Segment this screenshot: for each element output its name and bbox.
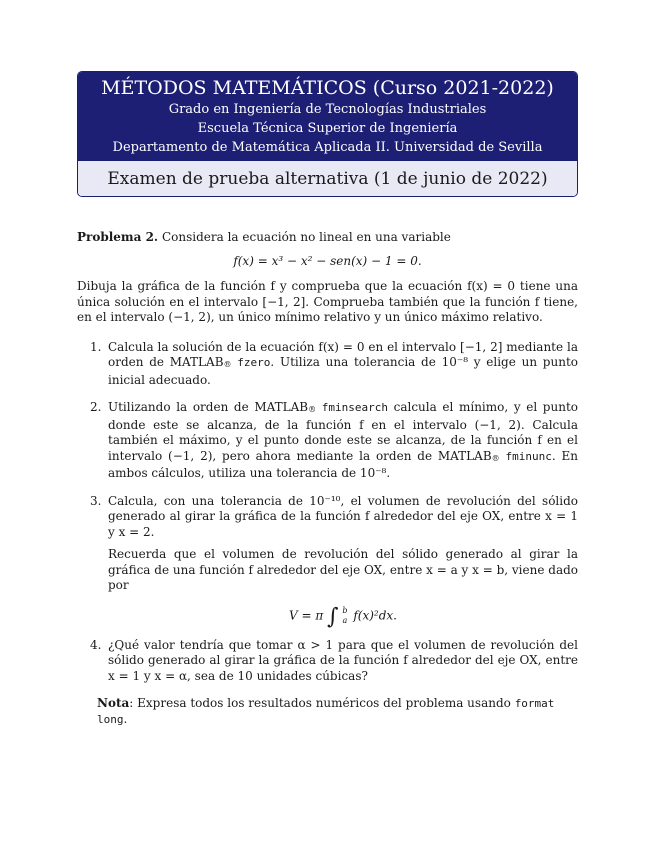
exam-header bbox=[77, 71, 578, 197]
problem-paragraph: Dibuja la gráfica de la función f y comprueba que la ecuación f(x) = 0 tiene una única solución en el intervalo [−1, 2]. Comprueba también que la función f tiene, en el intervalo (−1, 2), un único mínimo relativo y un único máximo relativo. bbox=[77, 279, 578, 324]
registered-mark: ® bbox=[308, 405, 317, 414]
item-text: . En ambos cálculos, utiliza una tolerancia de 10⁻⁸. bbox=[108, 448, 578, 480]
item-text: Utilizando la orden de MATLAB bbox=[108, 400, 309, 414]
note bbox=[97, 696, 578, 727]
problem-intro bbox=[77, 230, 578, 246]
upper-limit: b bbox=[342, 605, 348, 615]
item-text: ¿Qué valor tendría que tomar α > 1 para que el volumen de revolución del sólido generado al girar la gráfica de la función f alrededor del eje OX, entre x = 1 y x = α, sea de 10 unidades cúbicas? bbox=[108, 637, 578, 683]
formula-left: V = π bbox=[289, 608, 324, 622]
lower-limit: a bbox=[342, 615, 348, 625]
matlab-command: fzero bbox=[237, 356, 271, 369]
integral-sign: ∫ bbox=[327, 604, 339, 629]
item-text: calcula el mínimo, y el punto donde este se alcanza, de la función f en el intervalo (−1, 2). Calcula también el máximo, y el punto donde este se alcanza, de la función f en el intervalo (−1, 2), pero ahora mediante la orden de MATLAB bbox=[108, 400, 578, 463]
registered-mark: ® bbox=[491, 453, 500, 463]
problem-intro-text: Considera la ecuación no lineal en una variable bbox=[161, 230, 451, 244]
matlab-command: format long bbox=[97, 697, 555, 726]
main-equation: f(x) = x³ − x² − sen(x) − 1 = 0. bbox=[233, 253, 422, 268]
item-text: Calcula, con una tolerancia de 10⁻¹⁰, el volumen de revolución del sólido generado al girar la gráfica de la función f alrededor del eje OX, entre x = 1 y x = 2. bbox=[108, 493, 578, 539]
item-number: 1. bbox=[90, 339, 102, 354]
problem-content bbox=[77, 230, 578, 727]
item-number: 3. bbox=[90, 493, 102, 508]
note-text: : Expresa todos los resultados numéricos del problema usando bbox=[129, 696, 511, 710]
item-text: . Utiliza una tolerancia de 10⁻⁸ y elige un punto inicial adecuado. bbox=[108, 355, 578, 387]
list-item bbox=[77, 400, 578, 482]
item-text: Calcula la solución de la ecuación f(x) = 0 en el intervalo [−1, 2] mediante la orden de MATLAB bbox=[108, 339, 578, 369]
integral-limits bbox=[342, 606, 347, 626]
department-line: Departamento de Matemática Aplicada II. Universidad de Sevilla bbox=[112, 140, 543, 155]
matlab-command: fminunc bbox=[505, 449, 552, 463]
list-item bbox=[77, 493, 578, 629]
header-banner bbox=[78, 72, 577, 160]
note-label: Nota bbox=[97, 696, 130, 710]
item-number: 2. bbox=[90, 400, 102, 414]
formula-right: f(x)²dx. bbox=[353, 608, 397, 622]
problem-label: Problema 2. bbox=[77, 230, 159, 244]
school-line: Escuela Técnica Superior de Ingeniería bbox=[197, 121, 458, 136]
item-text: Recuerda que el volumen de revolución del sólido generado al girar la gráfica de una función f alrededor del eje OX, entre x = a y x = b, viene dado por bbox=[108, 547, 578, 592]
degree-line: Grado en Ingeniería de Tecnologías Industriales bbox=[168, 102, 487, 117]
matlab-command: fminsearch bbox=[321, 401, 388, 414]
exam-title: Examen de prueba alternativa (1 de junio de 2022) bbox=[78, 160, 577, 197]
item-number: 4. bbox=[90, 637, 102, 652]
list-item bbox=[77, 638, 578, 685]
registered-mark: ® bbox=[223, 360, 232, 369]
list-item bbox=[77, 340, 578, 389]
volume-formula bbox=[108, 604, 578, 629]
course-title: MÉTODOS MATEMÁTICOS (Curso 2021-2022) bbox=[101, 77, 554, 99]
note-end: . bbox=[123, 711, 128, 726]
task-list bbox=[77, 340, 578, 685]
